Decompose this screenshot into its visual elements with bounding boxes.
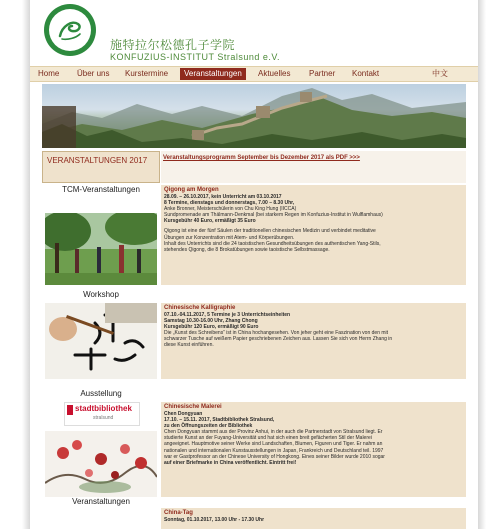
section-text-qigong — [161, 185, 466, 285]
event-title-painting: Chinesische Malerei — [164, 404, 222, 410]
library-logo-text: stadtbibliothek — [75, 404, 132, 413]
nav-aktuelles[interactable]: Aktuelles — [258, 69, 291, 78]
stadtbibliothek-logo[interactable] — [64, 402, 140, 426]
event-title-qigong: Qigong am Morgen — [164, 187, 219, 193]
section-text-calligraphy — [161, 303, 466, 379]
institute-logo[interactable] — [44, 4, 96, 56]
main-navigation — [30, 66, 478, 82]
event-title-china-tag: China-Tag — [164, 510, 193, 516]
event-dates-painting: 17.10. – 15.11. 2017, Stadtbibliothek Stralsund, — [164, 417, 275, 424]
nav-language-chinese[interactable]: 中文 — [432, 69, 448, 78]
event-desc-painting-6: auf einer Briefmarke in China veröffentlicht. Eintritt frei! — [164, 459, 297, 466]
section-label-workshop: Workshop — [83, 290, 119, 299]
event-title-calligraphy: Chinesische Kalligraphie — [164, 305, 236, 311]
library-logo-subtext: stralsund — [93, 415, 114, 421]
great-wall-banner-image — [42, 84, 466, 148]
event-desc-calligraphy-3: diese Kunst einführen. — [164, 342, 214, 349]
institute-name-chinese: 施特拉尔松德孔子学院 — [110, 38, 236, 52]
event-desc-qigong-2: Übungen zur Konzentration mit Atem- und Körperübungen. — [164, 234, 295, 241]
calligraphy-photo — [45, 303, 157, 379]
section-label-veranstaltungen: Veranstaltungen — [72, 497, 130, 506]
section-text-china-tag — [161, 508, 466, 529]
great-wall-illustration — [42, 84, 466, 148]
event-desc-painting-1: Chen Dongyuan stammt aus der Provinz Anhui, in der auch die Partnerstadt von Stralsund liegt. Er — [164, 429, 383, 436]
events-heading: VERANSTALTUNGEN 2017 — [47, 156, 148, 165]
event-desc-painting-3: angeeignet. Hauptmotive seiner Werke sind Landschaften, Blumen, Figuren und Tiger. Er nahm an — [164, 441, 383, 448]
crane-swirl-icon — [56, 16, 84, 44]
event-desc-qigong-4: stehendes Qigong, die 8 Brokatübungen sowie taoistische Selbstmassage. — [164, 246, 330, 253]
events-heading-box — [42, 151, 160, 183]
event-fee-calligraphy: Kursgebühr 120 Euro, ermäßigt 90 Euro — [164, 324, 259, 331]
event-desc-calligraphy-2: schwarzer Tusche auf weißem Papier geschriebenen Zeichen aus. Lassen Sie sich von Herrn Zhang in — [164, 336, 393, 343]
site-header — [30, 0, 478, 66]
event-teacher-qigong: Anke Bronner, Meisterschülerin von Chu King Hung (IICCA) — [164, 206, 297, 213]
nav-kontakt[interactable]: Kontakt — [352, 69, 380, 78]
events-content — [42, 151, 466, 529]
pdf-program-link[interactable]: Veranstaltungsprogramm September bis Dezember 2017 als PDF >>> — [163, 155, 360, 161]
event-desc-painting-5: war er Gastprofessor an der Chinese University of Hongkong. Eines seiner Bilder wurde 2010 sogar — [164, 453, 385, 460]
event-times-calligraphy: Samstag 10.30-16.00 Uhr, Zhang Chong — [164, 318, 258, 325]
institute-name-german: KONFUZIUS-INSTITUT Stralsund e.V. — [110, 52, 281, 62]
library-logo-mark-icon — [67, 405, 73, 415]
qigong-photo — [45, 213, 157, 285]
event-fee-qigong: Kursgebühr 40 Euro, ermäßigt 35 Euro — [164, 218, 256, 225]
event-desc-painting-4: nationalen und internationalen Kunstausstellungen in Japan, Frankreich und Deutschland teil. 1997 — [164, 447, 384, 454]
event-dates-calligraphy: 07.10.-04.11.2017, 5 Termine je 3 Unterrichtseinheiten — [164, 312, 291, 318]
chinese-painting-photo — [45, 431, 157, 497]
event-date-china-tag: Sonntag, 01.10.2017, 13.00 Uhr - 17.30 Uhr — [164, 517, 265, 523]
event-artist-painting: Chen Dongyuan — [164, 411, 203, 417]
event-dates-qigong: 28.09. – 26.10.2017, kein Unterricht am 03.10.2017 — [164, 194, 282, 200]
event-times-qigong: 8 Termine, dienstags und donnerstags, 7.00 – 8.30 Uhr, — [164, 200, 295, 207]
event-desc-qigong-1: Qigong ist eine der fünf Säulen der traditionellen chinesischen Medizin und verbindet meditative — [164, 228, 376, 235]
event-desc-painting-2: studierte Kunst an der Fuyang-Universität und hat sich einen breit gefächerten Stil der Malerei — [164, 435, 372, 442]
event-desc-calligraphy-1: Die „Kunst des Schreibens“ ist in China hochangesehen. Von jeher geht eine Faszination von den mit — [164, 330, 389, 337]
nav-partner[interactable]: Partner — [309, 69, 336, 78]
nav-kurstermine[interactable]: Kurstermine — [125, 69, 169, 78]
logo-inner-ring — [49, 9, 91, 51]
qigong-people-image — [45, 213, 157, 285]
pdf-link-box — [161, 151, 466, 183]
page-shadow-right — [478, 0, 486, 529]
page-shadow-left — [22, 0, 30, 529]
event-desc-qigong-3: Inhalt des Unterrichts sind die 24 taoistischen Gesundheitsübungen des authentischen Yang-Stils, — [164, 240, 381, 247]
section-label-ausstellung: Ausstellung — [80, 389, 122, 398]
event-location-qigong: Sundpromenade am Thälmann-Denkmal (bei starkem Regen im Konfuzius-Institut in Wulflamhaus) — [164, 212, 383, 219]
section-label-tcm: TCM-Veranstaltungen — [62, 185, 140, 194]
event-hours-painting: zu den Öffnungszeiten der Bibliothek — [164, 423, 253, 430]
flower-painting-image — [45, 431, 157, 497]
nav-ueber-uns[interactable]: Über uns — [77, 69, 110, 78]
calligraphy-brush-image — [45, 303, 157, 379]
nav-veranstaltungen[interactable]: Veranstaltungen — [180, 68, 246, 80]
nav-home[interactable]: Home — [38, 69, 60, 78]
page — [30, 0, 478, 529]
section-text-painting — [161, 402, 466, 497]
